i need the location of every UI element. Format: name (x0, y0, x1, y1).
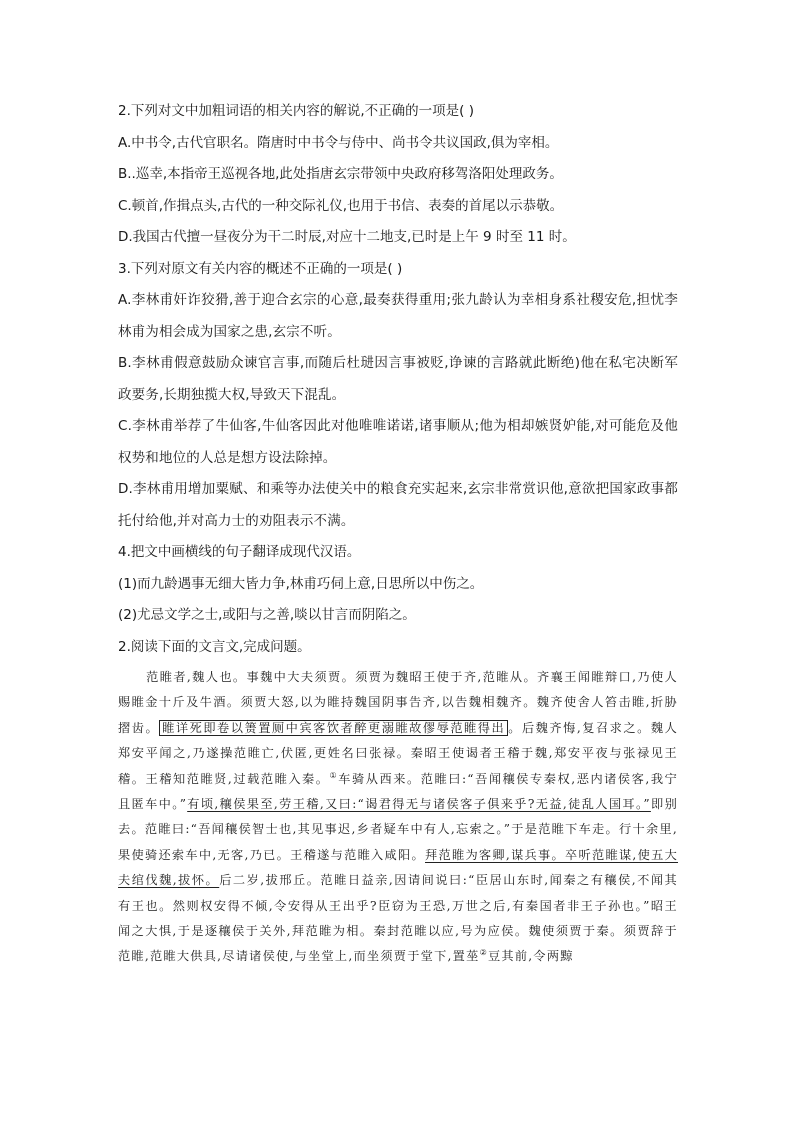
passage-text: 。后魏齐悔,复召求之。魏人郑安平闻之,乃遂操范睢亡,伏匿,更姓名曰张禄。秦昭王使谒者王稽于魏,郑安平夜与张禄见王稽。王稽知范睢贤,过载范睢入秦。 (118, 720, 679, 786)
question-2-option-d: D.我国古代擅一昼夜分为干二时辰,对应十二地支,已时是上午 9 时至 11 时。 (118, 229, 576, 245)
question-4-sentence-2: (2)尤忌文学之士,或阳与之善,啖以甘言而阴陷之。 (118, 607, 416, 623)
passage-text: 豆其前,令两黥 (487, 949, 574, 964)
question-3-option-d: D.李林甫用增加粟赋、和乘等办法使关中的粮食充实起来,玄宗非常赏识他,意欲把国家政事都托付给他,并对高力士的劝阻表示不满。 (118, 481, 678, 529)
question-4-stem: 4.把文中画横线的句子翻译成现代汉语。 (118, 544, 361, 560)
question-2-stem: 2.下列对文中加粗词语的相关内容的解说,不正确的一项是( ) (118, 103, 474, 119)
passage-text: 车骑从西来。范睢曰:“吾闻穰侯专秦权,恶内诸侯客,我宁且匿车中。” (118, 771, 679, 812)
question-3-option-c: C.李林甫举荐了牛仙客,牛仙客因此对他唯唯诺诺,诸事顺从;他为相却嫉贤妒能,对可能危及他权势和地位的人总是想方设法除掉。 (118, 418, 678, 466)
classical-passage (118, 665, 678, 970)
section-2-title: 2.阅读下面的文言文,完成问题。 (118, 638, 311, 655)
passage-text: 即别去。范睢曰:“吾闻穰侯智士也,其见事迟,乡者疑车中有人,忘索之。”于是范睢下车走。行十余里,果使骑还索车中,无客,乃已。王稽遂与范睢入咸阳。 (118, 797, 679, 862)
underlined-sentence-2: 拜范睢为客卿,谋兵事。卒听范睢谋,使五大夫绾伐魏,拔怀。 (118, 847, 679, 888)
footnote-marker: ② (479, 948, 488, 958)
question-2-option-a: A.中书令,古代官职名。隋唐时中书令与侍中、尚书令共议国政,俱为宰相。 (118, 134, 559, 151)
question-3-option-b: B.李林甫假意鼓励众谏官言事,而随后杜琎因言事被贬,诤谏的言路就此断绝)他在私宅决断军政要务,长期独揽大权,导致天下混乱。 (118, 355, 678, 403)
underlined-sentence-1: 有顷,穰侯果至,劳王稽,又曰:“谒君得无与诸侯客子俱来乎?无益,徒乱人国耳。” (187, 797, 651, 812)
boxed-sentence: 睢详死即卷以箦置厕中宾客饮者醉更溺睢故僇辱范睢得出 (159, 720, 508, 736)
question-4-sentence-1: (1)而九龄遇事无细大皆力争,林甫巧伺上意,日思所以中伤之。 (118, 575, 484, 592)
passage-text: 后二岁,拔邢丘。范睢日益亲,因请间说曰:“臣居山东时,闻秦之有穰侯,不闻其有王也。然则权安得不倾,令安得从王出乎?臣窃为王恐,万世之后,有秦国者非王子孙也。”昭王闻之大惧,于是逐穰侯于关外,拜范睢为相。秦封范睢以应,号为应侯。魏使须贾于秦。须贾辞于范睢,范睢大供具,尽请诸侯使,与坐堂上,而坐须贾于堂下,置莝 (118, 873, 678, 964)
question-2-option-c: C.顿首,作揖点头,古代的一种交际礼仪,也用于书信、表奏的首尾以示恭敬。 (118, 197, 564, 214)
question-3-stem: 3.下列对原文有关内容的概述不正确的一项是( ) (118, 260, 403, 277)
passage-text: 范睢者,魏人也。事魏中大夫须贾。须贾为魏昭王使于齐,范睢从。齐襄王闻睢辩口,乃使人赐睢金十斤及牛酒。须贾大怒,以为睢持魏国阴事告齐,以告魏相魏齐。魏齐使舍人笞击睢,折胁摺齿。 (118, 670, 678, 735)
document-page (118, 96, 678, 970)
question-3-option-a: A.李林甫奸诈狡猾,善于迎合玄宗的心意,最奏获得重用;张九龄认为幸相身系社稷安危,担忧李林甫为相会成为国家之患,玄宗不听。 (118, 292, 678, 340)
footnote-marker: ① (329, 770, 339, 780)
question-2-option-b: B..巡幸,本指帝王巡视各地,此处指唐玄宗带领中央政府移驾洛阳处理政务。 (118, 166, 563, 182)
